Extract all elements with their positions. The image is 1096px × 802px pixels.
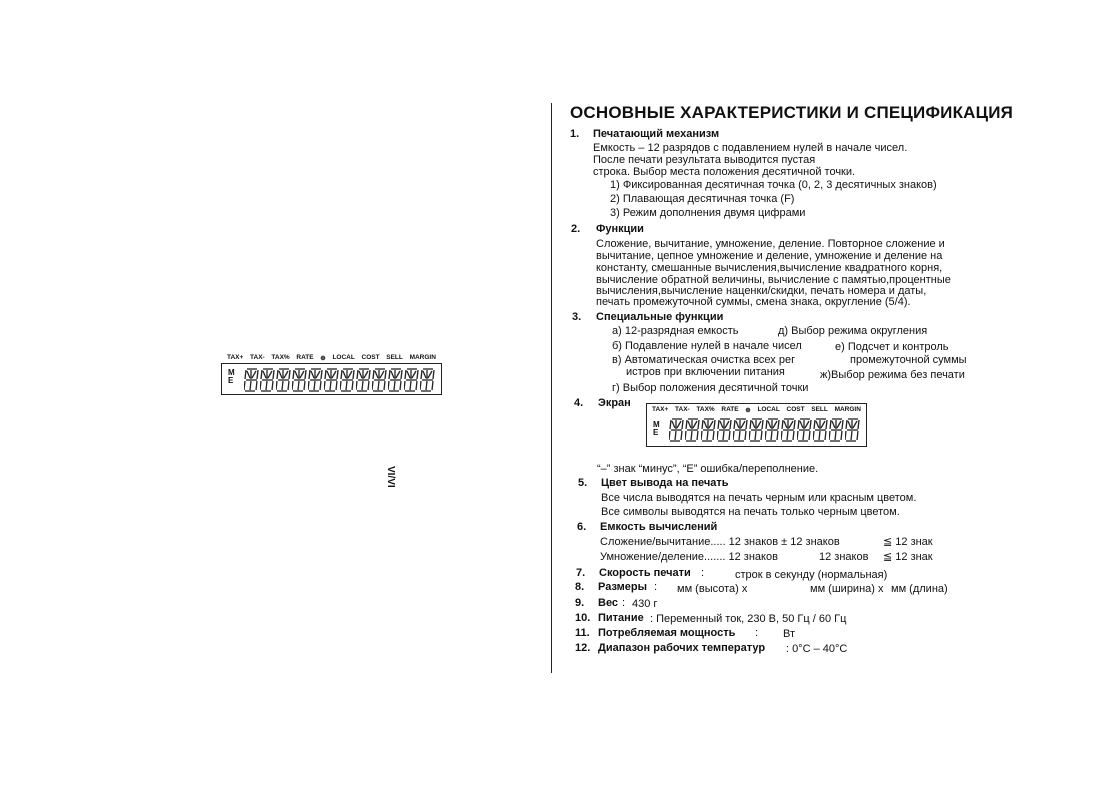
lcd-indicator-label: COST bbox=[361, 354, 380, 361]
lcd-indicators bbox=[227, 354, 436, 362]
lcd-indicator-label: COST bbox=[786, 406, 805, 413]
section-2-number: 2. bbox=[571, 223, 581, 235]
section-11-number: 11. bbox=[575, 627, 590, 639]
section-1-line: строка. Выбор места положения десятичной точки. bbox=[593, 166, 856, 178]
section-4-heading: Экран bbox=[598, 397, 631, 409]
section-8-height: мм (высота) х bbox=[677, 583, 748, 595]
section-1-number: 1. bbox=[570, 128, 580, 140]
lcd-indicator-label: LOCAL bbox=[332, 354, 355, 361]
section-12-heading: Диапазон рабочих температур bbox=[598, 642, 766, 654]
section-2-heading: Функции bbox=[596, 223, 644, 235]
section-10-heading: Питание bbox=[598, 612, 644, 624]
section-3-item-v: в) Автоматическая очистка всех рег bbox=[612, 354, 796, 366]
section-2-line: константу, смешанные вычисления,вычисление квадратного корня, bbox=[596, 262, 943, 274]
lcd-indicator-label: RATE bbox=[296, 354, 314, 361]
section-8-width: мм (ширина) х bbox=[810, 583, 884, 595]
section-8-number: 8. bbox=[575, 581, 585, 593]
section-6-number: 6. bbox=[577, 521, 587, 533]
page-title: ОСНОВНЫЕ ХАРАКТЕРИСТИКИ И СПЕЦИФИКАЦИЯ bbox=[570, 103, 1014, 122]
section-3-item-g: г) Выбор положения десятичной точки bbox=[612, 382, 809, 394]
lcd-digit bbox=[797, 418, 812, 442]
section-6-row1-value: ≦ 12 знак bbox=[883, 536, 933, 548]
lcd-digit bbox=[404, 368, 419, 392]
lcd-indicator-label: MARGIN bbox=[409, 354, 436, 361]
section-3-item-b: б) Подавление нулей в начале чисел bbox=[612, 340, 802, 352]
lcd-digit bbox=[781, 418, 796, 442]
lcd-digit bbox=[669, 418, 684, 442]
section-1-sub: 1) Фиксированная десятичная точка (0, 2, 3 десятичных знаков) bbox=[610, 179, 937, 191]
section-8-length: мм (длина) bbox=[891, 583, 948, 595]
section-6-row2-label: Умножение/деление....... 12 знаков bbox=[600, 551, 778, 563]
lcd-digit bbox=[685, 418, 700, 442]
lcd-digit bbox=[372, 368, 387, 392]
section-2-line: Сложение, вычитание, умножение, деление. Повторное сложение и bbox=[596, 238, 945, 250]
section-8-heading: Размеры bbox=[598, 581, 648, 593]
lcd-digit bbox=[292, 368, 307, 392]
lcd-digit bbox=[813, 418, 828, 442]
page-divider bbox=[551, 103, 552, 673]
section-2-line: вычисление обратной величины, вычисление с памятью,процентные bbox=[596, 274, 951, 286]
section-1-sub: 2) Плавающая десятичная точка (F) bbox=[610, 193, 795, 205]
section-1-line: Емкость – 12 разрядов с подавлением нулей в начале чисел. bbox=[593, 142, 908, 154]
lcd-digit bbox=[308, 368, 323, 392]
lcd-digit bbox=[276, 368, 291, 392]
lcd-indicator-label: RATE bbox=[721, 406, 739, 413]
section-11-heading: Потребляемая мощность bbox=[598, 627, 736, 639]
lcd-indicator-label: TAX% bbox=[271, 354, 290, 361]
section-3-item-e: е) Подсчет и контроль bbox=[835, 341, 949, 353]
lcd-digit bbox=[324, 368, 339, 392]
section-4-note: “–” знак “минус”, “E” ошибка/переполнение. bbox=[597, 463, 819, 475]
section-7-heading: Скорость печати bbox=[599, 567, 691, 579]
section-9-heading: Вес bbox=[598, 597, 619, 609]
section-3-item-zh: ж)Выбор режима без печати bbox=[820, 369, 965, 381]
lcd-indicator-label: SELL bbox=[811, 406, 828, 413]
lcd-digit bbox=[388, 368, 403, 392]
section-4-number: 4. bbox=[574, 397, 584, 409]
lcd-digit bbox=[701, 418, 716, 442]
section-5-line: Все символы выводятся на печать только черным цветом. bbox=[601, 506, 900, 518]
lcd-mode-marks: M E bbox=[228, 368, 235, 385]
section-3-heading: Специальные функции bbox=[596, 311, 724, 323]
section-7-number: 7. bbox=[576, 567, 586, 579]
lcd-digit bbox=[829, 418, 844, 442]
lcd-digit bbox=[749, 418, 764, 442]
lcd-indicator-label: TAX+ bbox=[227, 354, 244, 361]
section-2-line: вычитание, цепное умножение и деление, умножение и деление на bbox=[596, 250, 943, 262]
lcd-indicator-label: TAX- bbox=[675, 406, 690, 413]
section-6-heading: Емкость вычислений bbox=[600, 521, 718, 533]
lcd-digit bbox=[765, 418, 780, 442]
section-2-line: печать промежуточной суммы, смена знака, округление (5/4). bbox=[596, 296, 911, 308]
lcd-display-left bbox=[221, 351, 442, 395]
section-5-heading: Цвет вывода на печать bbox=[601, 477, 729, 489]
section-5-line: Все числа выводятся на печать черным или красным цветом. bbox=[601, 492, 917, 504]
section-8-sep: : bbox=[654, 581, 658, 593]
section-7-value: строк в секунду (нормальная) bbox=[735, 569, 888, 581]
section-7-sep: : bbox=[701, 567, 705, 579]
section-1-line: После печати результата выводится пустая bbox=[593, 154, 816, 166]
section-12-number: 12. bbox=[575, 642, 591, 654]
section-3-item-d: д) Выбор режима округления bbox=[778, 325, 928, 337]
section-6-row1-label: Сложение/вычитание..... 12 знаков ± 12 знаков bbox=[600, 536, 840, 548]
section-10-number: 10. bbox=[575, 612, 591, 624]
section-9-sep: : bbox=[622, 597, 626, 609]
lcd-indicator-label: ⊕ bbox=[320, 355, 326, 362]
section-1-sub: 3) Режим дополнения двумя цифрами bbox=[610, 207, 806, 219]
section-9-number: 9. bbox=[575, 597, 585, 609]
lcd-digit bbox=[244, 368, 259, 392]
section-11-value: Вт bbox=[783, 628, 796, 640]
lcd-indicator-label: TAX% bbox=[696, 406, 715, 413]
lcd-frame bbox=[221, 363, 442, 395]
lcd-indicator-label: TAX- bbox=[250, 354, 265, 361]
section-6-row2-mid: 12 знаков bbox=[819, 551, 869, 563]
lcd-digit bbox=[356, 368, 371, 392]
section-3-number: 3. bbox=[572, 311, 582, 323]
lcd-indicator-label: ⊕ bbox=[745, 407, 751, 414]
lcd-digit bbox=[845, 418, 860, 442]
section-2-line: вычисления,вычисление наценки/скидки, печать номера и даты, bbox=[596, 285, 927, 297]
lcd-indicator-label: TAX+ bbox=[652, 406, 669, 413]
section-1-heading: Печатающий механизм bbox=[593, 128, 720, 140]
lcd-indicator-label: MARGIN bbox=[834, 406, 861, 413]
lcd-digits bbox=[669, 418, 860, 442]
section-9-value: 430 г bbox=[632, 598, 658, 610]
section-3-item-a: а) 12-разрядная емкость bbox=[612, 325, 739, 337]
lcd-indicator-label: LOCAL bbox=[757, 406, 780, 413]
lcd-digit bbox=[420, 368, 435, 392]
section-6-row2-value: ≦ 12 знак bbox=[883, 551, 933, 563]
section-12-value: : 0°C – 40°C bbox=[786, 643, 848, 655]
section-3-item-v-cont: истров при включении питания bbox=[626, 366, 785, 378]
margin-mark: VI/VI bbox=[385, 466, 396, 488]
lcd-digit bbox=[340, 368, 355, 392]
section-10-value: : Переменный ток, 230 В, 50 Гц / 60 Гц bbox=[650, 613, 847, 625]
section-3-item-e-cont: промежуточной суммы bbox=[850, 354, 967, 366]
lcd-digits bbox=[244, 368, 435, 392]
lcd-display-right bbox=[646, 403, 867, 447]
lcd-mode-marks: M E bbox=[653, 420, 660, 437]
section-11-sep: : bbox=[755, 627, 759, 639]
lcd-indicator-label: SELL bbox=[386, 354, 403, 361]
lcd-digit bbox=[733, 418, 748, 442]
lcd-digit bbox=[260, 368, 275, 392]
section-5-number: 5. bbox=[578, 477, 588, 489]
lcd-frame bbox=[646, 403, 867, 447]
lcd-digit bbox=[717, 418, 732, 442]
